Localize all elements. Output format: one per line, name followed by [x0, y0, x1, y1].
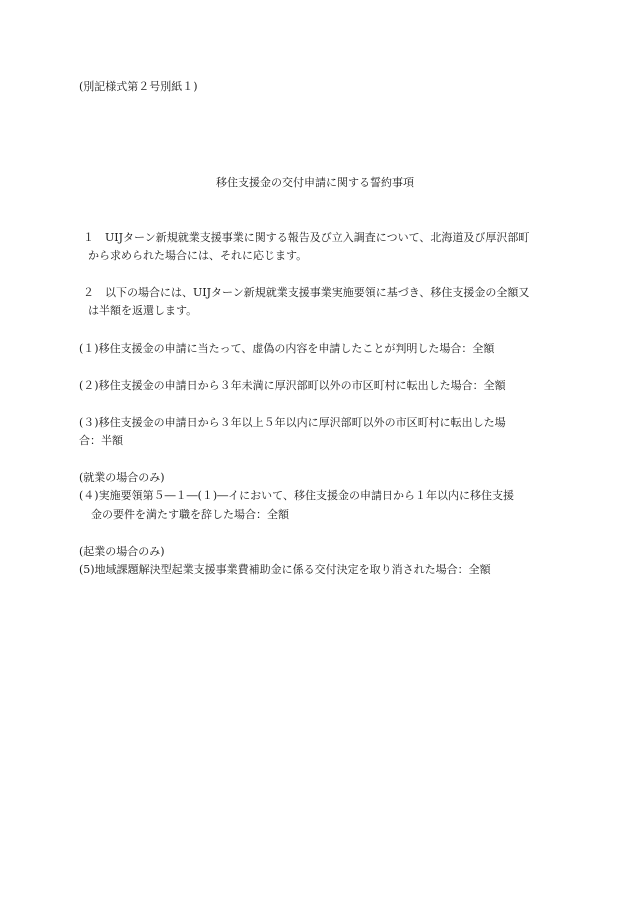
- list-item-5: (5)地域課題解決型起業支援事業費補助金に係る交付決定を取り消された場合：全額: [79, 563, 491, 576]
- section-heading-employment: (就業の場合のみ): [79, 471, 165, 484]
- paragraph-2-line-2: は半額を返還します。: [88, 304, 198, 317]
- list-item-2: (２)移住支援金の申請日から３年未満に厚沢部町以外の市区町村に転出した場合：全額: [79, 379, 506, 392]
- paragraph-2-line-1: ２ 以下の場合には、UIJターン新規就業支援事業実施要領に基づき、移住支援金の全額又: [83, 286, 530, 299]
- page-title: 移住支援金の交付申請に関する誓約事項: [216, 176, 414, 189]
- list-item-1: (１)移住支援金の申請に当たって、虚偽の内容を申請したことが判明した場合：全額: [79, 342, 495, 355]
- paragraph-1-line-2: から求められた場合には、それに応じます。: [88, 249, 308, 262]
- list-item-4-line-2: 金の要件を満たす職を辞した場合：全額: [91, 508, 289, 521]
- form-label: (別記様式第２号別紙１): [79, 80, 198, 93]
- list-item-3-line-2: 合：半額: [79, 434, 123, 447]
- paragraph-1-line-1: １ UIJターン新規就業支援事業に関する報告及び立入調査について、北海道及び厚沢部町: [83, 231, 530, 244]
- list-item-4-line-1: (４)実施要領第５―１―(１)―イにおいて、移住支援金の申請日から１年以内に移住支援: [79, 489, 514, 502]
- section-heading-startup: (起業の場合のみ): [79, 545, 165, 558]
- list-item-3-line-1: (３)移住支援金の申請日から３年以上５年以内に厚沢部町以外の市区町村に転出した場: [79, 416, 506, 429]
